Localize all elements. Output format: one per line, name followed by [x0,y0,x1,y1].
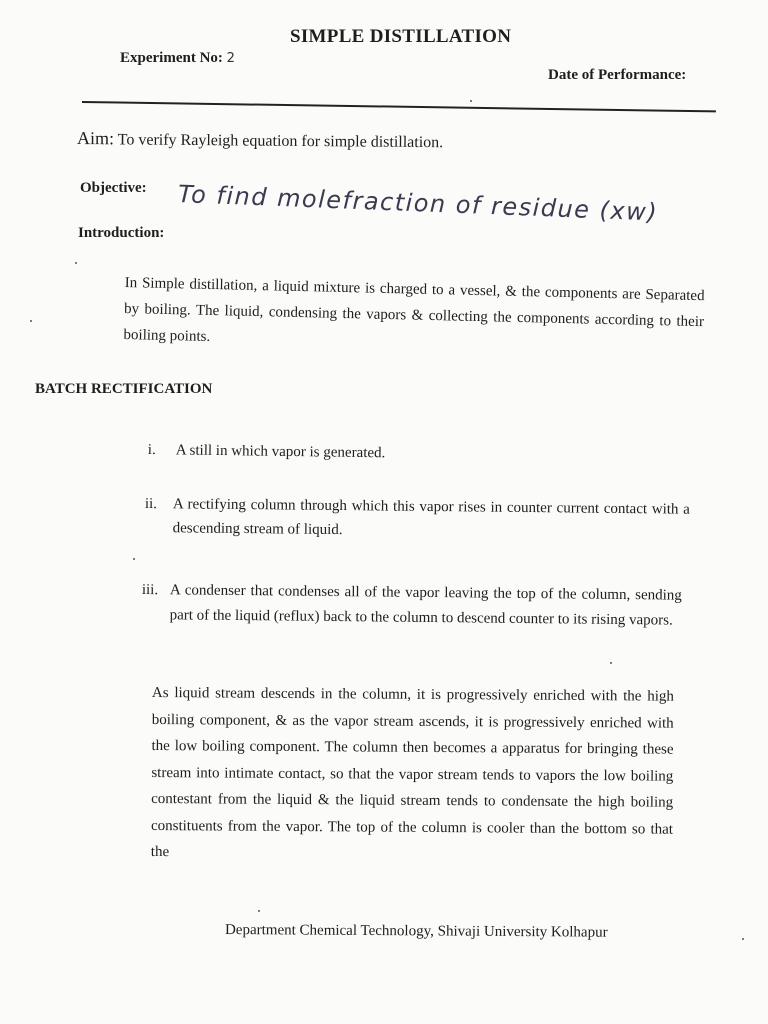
page-footer: Department Chemical Technology, Shivaji University Kolhapur [224,922,608,941]
experiment-label: Experiment No: [120,50,223,66]
scan-speck [133,558,135,560]
list-item-text: A condenser that condenses all of the vapor leaving the top of the column, sending part of the liquid (reflux) back to the column to descend counter to its rising vapors. [169,582,682,629]
introduction-paragraph: In Simple distillation, a liquid mixture is charged to a vessel, & the components are Separated by boiling. The liquid, condensing the vapors & collecting the components according to their boiling points. [123,274,705,345]
page-title: SIMPLE DISTILLATION [290,26,512,47]
list-item [144,492,689,546]
aim-text: To verify Rayleigh equation for simple distillation. [117,131,444,152]
scan-speck [742,938,744,940]
column-description-paragraph: As liquid stream descends in the column, it is progressively enriched with the high boiling component, & as the vapor stream ascends, it is progressively enriched with the low boiling component. The column then becomes a apparatus for bringing these stream into intimate contact, so that the vapor stream tends to vapors the low boiling contestant from the liquid & the liquid stream tends to condensate the high boiling constituents from the vapor. The top of the column is cooler than the bottom so that the [150,684,674,861]
list-item-number: i. [147,441,156,459]
header-divider [82,101,716,112]
list-item [148,438,386,465]
list-item-number: iii. [141,581,159,599]
objective-label: Objective: [80,180,147,196]
scan-speck [30,320,32,322]
introduction-label: Introduction: [78,225,165,241]
objective-handwritten-text: To find molefraction of residue (xw) [177,180,659,227]
scan-speck [610,662,612,664]
aim-label: Aim: [76,128,115,149]
list-item-text: A rectifying column through which this vapor rises in counter current contact with a descending stream of liquid. [172,496,690,539]
experiment-value: 2 [226,51,235,66]
list-item-text: A still in which vapor is generated. [175,442,386,462]
list-item [141,578,681,634]
scan-speck [470,100,472,102]
list-item-number: ii. [144,495,158,513]
experiment-number [120,50,235,67]
aim-section [77,128,443,152]
scan-speck [258,910,260,912]
date-of-performance-label: Date of Performance: [548,67,687,83]
scan-speck [75,262,77,264]
batch-rectification-heading: BATCH RECTIFICATION [35,381,213,397]
